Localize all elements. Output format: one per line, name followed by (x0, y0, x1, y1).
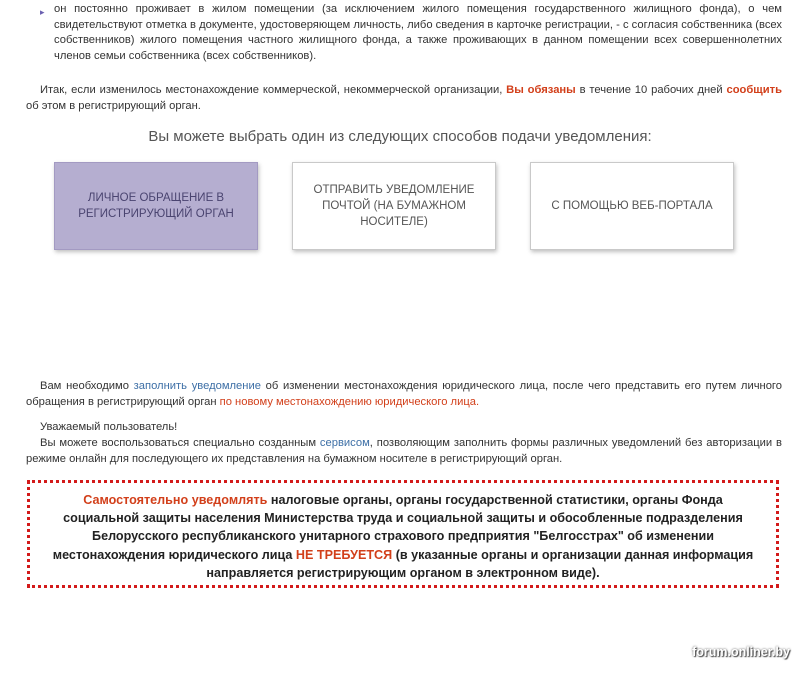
greeting-text-2: , позволяющим заполнить формы различных уведомлений без авторизации в режиме онлайн для последующего их представления на бумажном носителе в регистрирующий орган. (26, 437, 782, 465)
greeting-paragraph (26, 419, 782, 467)
intro-text-2: в течение 10 рабочих дней (575, 84, 727, 96)
watermark: forum.onliner.by (692, 645, 790, 659)
notice-box (27, 480, 779, 588)
methods-title: Вы можете выбрать один из следующих способов подачи уведомления: (148, 128, 652, 145)
notice-text: налоговые органы, органы государственной статистики, органы Фонда социальной защиты населения Министерства труда и социальной защиты и обособленные подразделения Белорусского республиканского унитарного страхового предприятия "Белгосстрах" об изменении местонахождения юридического лица (52, 493, 743, 562)
notice-lead: Самостоятельно уведомлять (83, 493, 268, 507)
bullet-text: он постоянно проживает в жилом помещении (за исключением жилого помещения государственного жилищного фонда), о чем свидетельствуют отметка в документе, удостоверяющем личность, либо сведения в карточке регистрации, - с согласия собственника (всех собственников) жилого помещения частного жилищного фонда, а также проживающих в данном помещении всех совершеннолетних членов семьи собственника (всех собственников). (54, 3, 782, 62)
option-label: ОТПРАВИТЬ УВЕДОМЛЕНИЕ ПОЧТОЙ (НА БУМАЖНОМ НОСИТЕЛЕ) (313, 184, 475, 228)
option-label: С ПОМОЩЬЮ ВЕБ-ПОРТАЛА (551, 200, 713, 212)
new-location-text: по новому местонахождению юридического лица. (219, 396, 480, 408)
instruction-text: Вам необходимо (40, 380, 134, 392)
option-personal-visit[interactable] (54, 162, 258, 250)
service-link[interactable]: сервисом (319, 437, 370, 449)
option-web-portal[interactable] (530, 162, 734, 250)
intro-text: Итак, если изменилось местонахождение коммерческой, некоммерческой организации, (40, 84, 507, 96)
bullet-item (40, 2, 782, 64)
instruction-paragraph (26, 378, 782, 410)
instruction-text-2: об изменении местонахождения юридического лица, после чего представить его путем личного обращения в регистрирующий орган (26, 380, 782, 408)
intro-paragraph (26, 82, 782, 114)
report-highlight: сообщить (726, 84, 782, 96)
not-required-text: НЕ ТРЕБУЕТСЯ (295, 547, 393, 562)
greeting-title: Уважаемый пользователь! (40, 421, 178, 433)
option-send-by-mail[interactable] (292, 162, 496, 250)
option-label: ЛИЧНОЕ ОБРАЩЕНИЕ В РЕГИСТРИРУЮЩИЙ ОРГАН (78, 192, 234, 220)
intro-text-3: об этом в регистрирующий орган. (26, 100, 201, 112)
triangle-bullet-icon: ▸ (40, 7, 45, 17)
notice-text-2: (в указанные органы и организации данная информация направляется регистрирующим органом в электронном виде). (206, 547, 754, 580)
obliged-highlight: Вы обязаны (506, 84, 576, 96)
greeting-text: Вы можете воспользоваться специально созданным (40, 437, 320, 449)
fill-notice-link[interactable]: заполнить уведомление (133, 380, 261, 392)
